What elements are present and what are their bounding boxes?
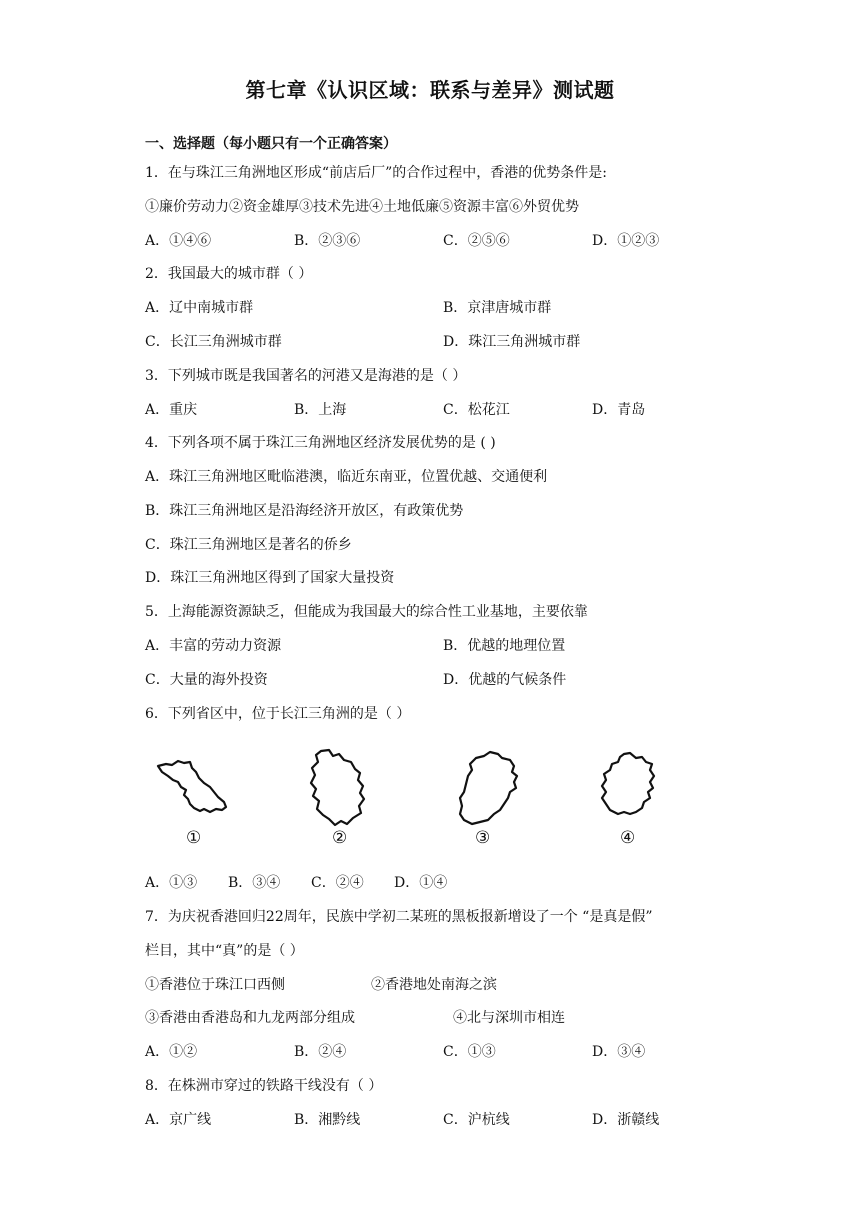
question-7-option-d: D．③④ xyxy=(592,1044,646,1060)
map-label-2: ② xyxy=(332,828,348,848)
question-7-statement-2: ②香港地处南海之滨 xyxy=(371,977,497,993)
question-7-statement-3: ③香港由香港岛和九龙两部分组成 xyxy=(145,1010,355,1026)
question-2-option-d: D．珠江三角洲城市群 xyxy=(443,334,581,350)
section-heading: 一、选择题（每小题只有一个正确答案） xyxy=(145,136,397,152)
question-3-option-b: B．上海 xyxy=(294,402,347,418)
map-label-1: ① xyxy=(186,828,202,848)
page-title: 第七章《认识区域：联系与差异》测试题 xyxy=(245,78,615,102)
question-8-option-b: B．湘黔线 xyxy=(294,1112,361,1128)
question-2-option-c: C．长江三角洲城市群 xyxy=(145,334,282,350)
question-3-stem: 3．下列城市既是我国著名的河港又是海港的是（ ） xyxy=(145,368,467,384)
question-1-option-d: D．①②③ xyxy=(592,233,660,249)
province-map-4 xyxy=(596,748,661,823)
question-8-stem: 8．在株洲市穿过的铁路干线没有（ ） xyxy=(145,1078,383,1094)
question-4-option-d: D．珠江三角洲地区得到了国家大量投资 xyxy=(145,570,395,586)
question-7-stem: 7．为庆祝香港回归22周年，民族中学初二某班的黑板报新增设了一个 “是真是假” xyxy=(145,909,653,925)
question-6-option-a: A．①③ xyxy=(145,875,198,891)
question-5-option-c: C．大量的海外投资 xyxy=(145,672,268,688)
question-4-option-b: B．珠江三角洲地区是沿海经济开放区，有政策优势 xyxy=(145,503,464,519)
question-8-option-d: D．浙赣线 xyxy=(592,1112,660,1128)
question-7-statement-1: ①香港位于珠江口西侧 xyxy=(145,977,285,993)
question-5-option-b: B．优越的地理位置 xyxy=(443,638,566,654)
question-5-option-a: A．丰富的劳动力资源 xyxy=(145,638,282,654)
question-1-option-a: A．①④⑥ xyxy=(145,233,212,249)
question-3-option-a: A．重庆 xyxy=(145,402,198,418)
question-7-option-b: B．②④ xyxy=(294,1044,347,1060)
province-map-1 xyxy=(152,752,232,822)
province-map-2 xyxy=(303,745,373,830)
question-3-option-d: D．青岛 xyxy=(592,402,646,418)
question-7-option-c: C．①③ xyxy=(443,1044,496,1060)
question-1-option-b: B．②③⑥ xyxy=(294,233,361,249)
map-label-3: ③ xyxy=(475,828,491,848)
question-8-option-c: C．沪杭线 xyxy=(443,1112,510,1128)
question-4-option-c: C．珠江三角洲地区是著名的侨乡 xyxy=(145,537,352,553)
question-2-option-b: B．京津唐城市群 xyxy=(443,300,552,316)
question-2-option-a: A．辽中南城市群 xyxy=(145,300,254,316)
question-3-option-c: C．松花江 xyxy=(443,402,510,418)
question-1-stem: 1．在与珠江三角洲地区形成“前店后厂”的合作过程中，香港的优势条件是: xyxy=(145,165,607,181)
question-6-stem: 6．下列省区中，位于长江三角洲的是（ ） xyxy=(145,706,411,722)
question-1-option-c: C．②⑤⑥ xyxy=(443,233,510,249)
question-7-statement-4: ④北与深圳市相连 xyxy=(453,1010,565,1026)
province-map-3 xyxy=(452,748,527,830)
question-6-option-b: B．③④ xyxy=(228,875,281,891)
question-2-stem: 2．我国最大的城市群（ ） xyxy=(145,266,313,282)
question-4-option-a: A．珠江三角洲地区毗临港澳，临近东南亚，位置优越、交通便利 xyxy=(145,469,548,485)
map-label-4: ④ xyxy=(620,828,636,848)
question-1-conditions: ①廉价劳动力②资金雄厚③技术先进④土地低廉⑤资源丰富⑥外贸优势 xyxy=(145,199,579,215)
question-6-option-c: C．②④ xyxy=(311,875,364,891)
question-5-stem: 5．上海能源资源缺乏，但能成为我国最大的综合性工业基地，主要依靠 xyxy=(145,604,588,620)
question-8-option-a: A．京广线 xyxy=(145,1112,212,1128)
question-6-option-d: D．①④ xyxy=(394,875,448,891)
question-4-stem: 4．下列各项不属于珠江三角洲地区经济发展优势的是 ( ) xyxy=(145,435,496,451)
question-7-option-a: A．①② xyxy=(145,1044,198,1060)
question-5-option-d: D．优越的气候条件 xyxy=(443,672,567,688)
question-7-stem-continued: 栏目，其中“真”的是（ ） xyxy=(145,943,304,959)
